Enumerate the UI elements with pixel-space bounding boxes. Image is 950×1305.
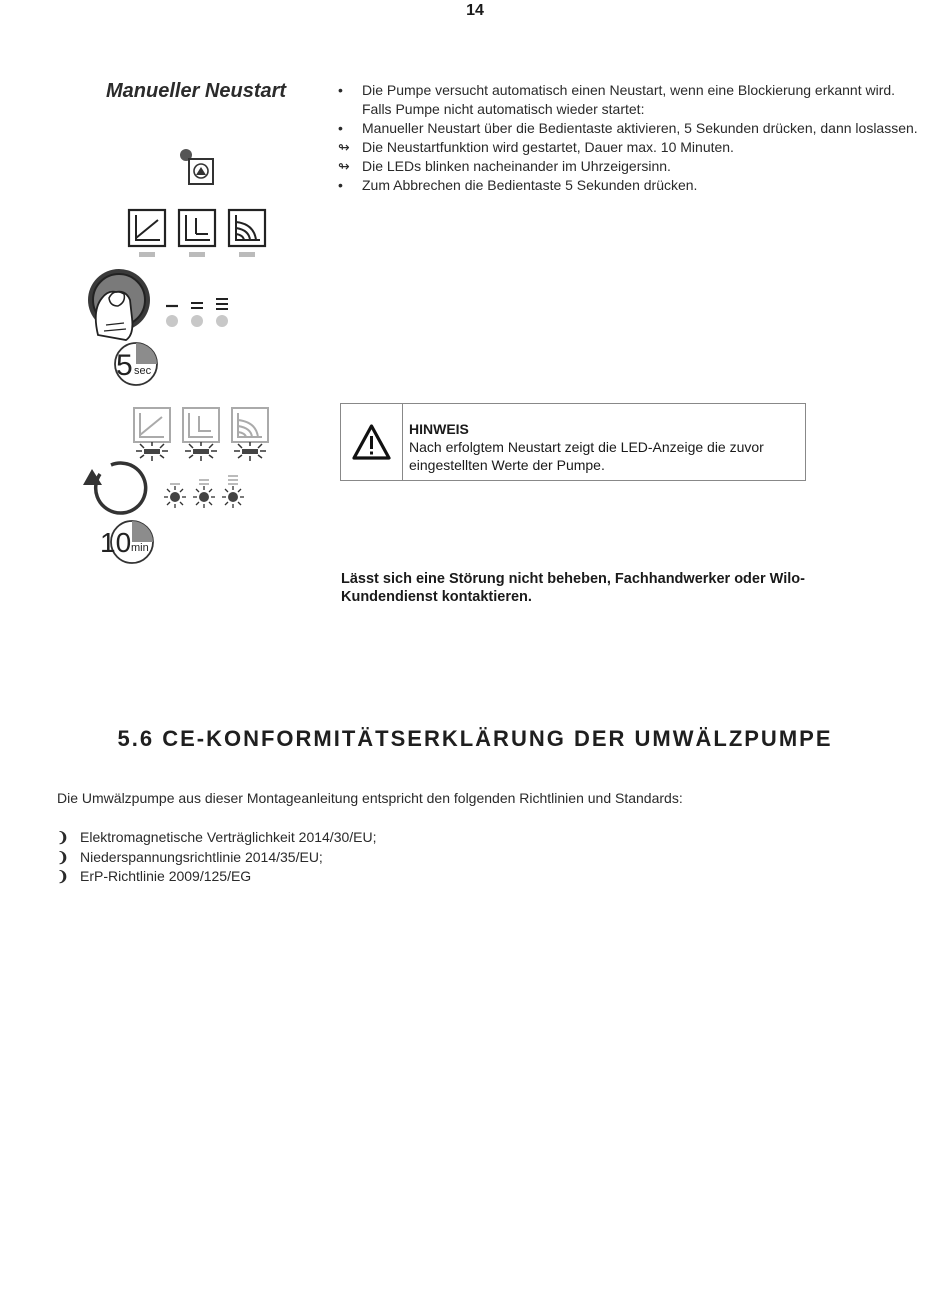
notice-text-cell [409, 420, 799, 474]
mode-led-indicator [189, 252, 205, 257]
result-arrow-marker: ↬ [338, 139, 350, 155]
step-item [338, 176, 918, 195]
blinking-led-icon [234, 442, 266, 461]
blinking-led-icon [136, 442, 168, 461]
directive-list [57, 828, 377, 887]
warning-triangle-icon [341, 404, 402, 480]
speed-step-2-icon [191, 303, 203, 327]
page-number: 14 [466, 2, 484, 19]
list-marker-icon: ❩ [57, 868, 69, 884]
mode-led-indicator [239, 252, 255, 257]
step-text: Manueller Neustart über die Bedientaste aktivieren, 5 Sekunden drücken, dann loslassen. [362, 120, 918, 136]
list-marker-icon: ❩ [57, 829, 69, 845]
press-timer-unit: sec [134, 365, 152, 377]
blinking-speed-step-1-icon [164, 484, 186, 508]
mode-constant-speed-icon [229, 210, 265, 246]
result-arrow-marker: ↬ [338, 158, 350, 174]
blinking-speed-step-3-icon [222, 476, 244, 508]
step-item [338, 119, 918, 138]
step-item [338, 138, 918, 157]
step-item [338, 81, 918, 119]
mode-constant-pressure-icon [179, 210, 215, 246]
bullet-marker: • [338, 120, 343, 136]
blinking-led-icon [185, 442, 217, 461]
speed-step-3-icon [216, 299, 228, 327]
step-text: Die Pumpe versucht automatisch einen Neustart, wenn eine Blockierung erkannt wird. Falls Pumpe nicht automatisch wieder startet: [362, 82, 896, 117]
notice-label: HINWEIS [409, 421, 469, 437]
list-marker-icon: ❩ [57, 848, 69, 865]
bullet-marker: • [338, 177, 343, 193]
ce-heading: 5.6 CE-KONFORMITÄTSERKLÄRUNG DER UMWÄLZPUMPE [117, 726, 833, 751]
directive-text: ErP-Richtlinie 2009/125/EG [80, 868, 252, 884]
directive-item [57, 828, 377, 848]
bullet-marker: • [338, 82, 343, 98]
section-title: Manueller Neustart [106, 80, 287, 102]
restart-arrow-icon [83, 463, 146, 513]
press-timer-icon [115, 343, 157, 385]
restart-illustration [78, 140, 288, 570]
duration-timer-unit: min [131, 542, 149, 554]
duration-timer-icon [100, 521, 153, 563]
notice-box [340, 403, 806, 481]
press-timer-number: 5 [116, 349, 133, 382]
mode-led-indicator [139, 252, 155, 257]
mode-variable-pressure-icon [129, 210, 165, 246]
step-item [338, 157, 918, 176]
directive-item [57, 867, 377, 887]
step-text: Die LEDs blinken nacheinander im Uhrzeigersinn. [362, 158, 671, 174]
directive-text: Niederspannungsrichtlinie 2014/35/EU; [80, 848, 323, 865]
duration-timer-number: 10 [100, 527, 132, 558]
mode-variable-pressure-faded-icon [134, 408, 170, 442]
directive-text: Elektromagnetische Verträglichkeit 2014/30/EU; [80, 829, 377, 845]
notice-text: Nach erfolgtem Neustart zeigt die LED-Anzeige die zuvor eingestellten Werte der Pumpe. [409, 439, 764, 473]
mode-constant-speed-faded-icon [232, 408, 268, 442]
speed-step-1-icon [166, 306, 178, 327]
pump-symbol-icon [189, 159, 213, 184]
directive-item [57, 848, 377, 868]
operating-button-icon [88, 269, 150, 340]
blinking-speed-step-2-icon [193, 480, 215, 508]
notice-icon-cell [341, 404, 403, 480]
step-list [338, 81, 918, 195]
step-text: Die Neustartfunktion wird gestartet, Dauer max. 10 Minuten. [362, 139, 734, 155]
mode-constant-pressure-faded-icon [183, 408, 219, 442]
ce-intro: Die Umwälzpumpe aus dieser Montageanleitung entspricht den folgenden Richtlinien und Standards: [57, 790, 683, 806]
step-text: Zum Abbrechen die Bedientaste 5 Sekunden drücken. [362, 177, 698, 193]
contact-note: Lässt sich eine Störung nicht beheben, Fachhandwerker oder Wilo-Kundendienst kontaktieren. [341, 571, 805, 605]
